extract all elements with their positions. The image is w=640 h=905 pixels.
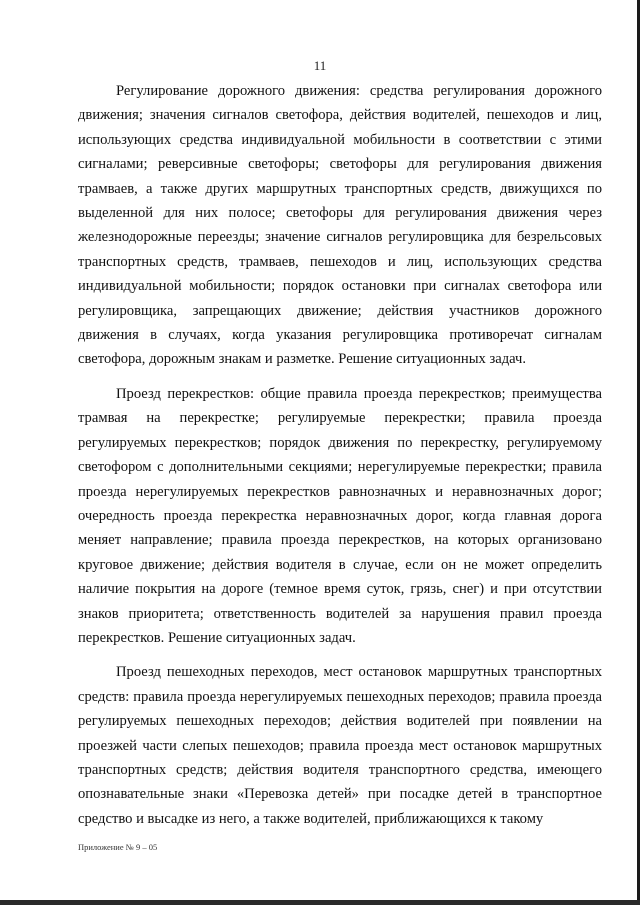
- page-number: 11: [313, 58, 327, 73]
- paragraph-pedestrian-crossings: Проезд пешеходных переходов, мест остановок маршрутных транспортных средств: правила проезда нерегулируемых пешеходных переходов; правила проезда регулируемых пешеходных переходов; действия водителей при появлении на проезжей части слепых пешеходов; правила проезда мест остановок маршрутных транспортных средств; действия водителя транспортного средства, имеющего опознавательные знаки «Перевозка детей» при посадке детей в транспортное средство и высадке из него, а также водителей, приближающихся к такому: [78, 664, 602, 827]
- body-text: [78, 79, 602, 831]
- paragraph-traffic-regulation: Регулирование дорожного движения: средства регулирования дорожного движения; значения сигналов светофора, действия водителей, пешеходов и лиц, использующих средства индивидуальной мобильности в соответствии с этими сигналами; реверсивные светофоры; светофоры для регулирования движения трамваев, а также других маршрутных транспортных средств, движущихся по выделенной для них полосе; светофоры для регулирования движения через железнодорожные переезды; значение сигналов регулировщика для безрельсовых транспортных средств, трамваев, пешеходов и лиц, использующих средства индивидуальной мобильности; порядок остановки при сигналах светофора или регулировщика, запрещающих движение; действия участников дорожного движения в случаях, когда указания регулировщика противоречат сигналам светофора, дорожным знакам и разметке. Решение ситуационных задач.: [78, 83, 602, 368]
- scan-edge-bottom: [0, 900, 640, 905]
- paragraph-intersections: Проезд перекрестков: общие правила проезда перекрестков; преимущества трамвая на перекрестке; регулируемые перекрестки; правила проезда регулируемых перекрестков; порядок движения по перекрестку, регулируемому светофором с дополнительными секциями; нерегулируемые перекрестки; правила проезда нерегулируемых перекрестков равнозначных и неравнозначных дорог; очередность проезда перекрестка неравнозначных дорог, когда главная дорога меняет направление; правила проезда перекрестков, на которых организовано круговое движение; действия водителя в случае, если он не может определить наличие покрытия на дороге (темное время суток, грязь, снег) и при отсутствии знаков приоритета; ответственность водителей за нарушения правил проезда перекрестков. Решение ситуационных задач.: [78, 385, 602, 646]
- footer-appendix-label: Приложение № 9 – 05: [78, 842, 158, 852]
